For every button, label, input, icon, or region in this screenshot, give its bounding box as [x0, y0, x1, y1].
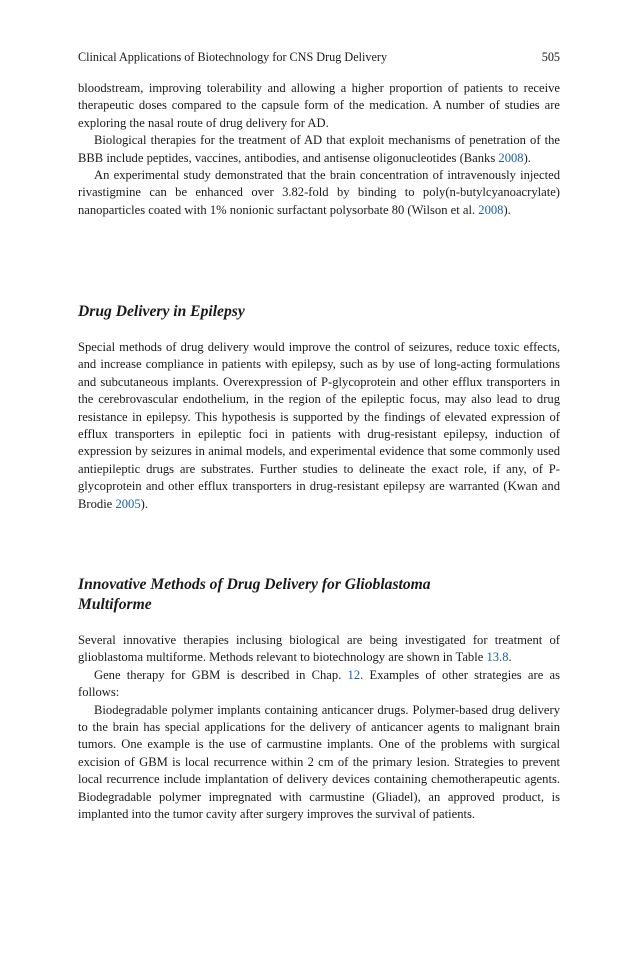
paragraph: Several innovative therapies inclusing biological are being investigated for treatment of glioblastoma multiforme. Methods relevant to biotechnology are shown in Table 13.8. [78, 633, 560, 665]
text-block-epilepsy [78, 339, 560, 513]
paragraph: bloodstream, improving tolerability and allowing a higher proportion of patients to receive therapeutic doses compared to the capsule form of the medication. A number of studies are exploring the nasal route of drug delivery for AD. [78, 81, 560, 130]
citation-link[interactable]: 2008 [478, 202, 504, 217]
table-reference-link[interactable]: 13.8 [486, 650, 509, 665]
text-block-ad [78, 80, 560, 219]
paragraph: Gene therapy for GBM is described in Chap. 12. Examples of other strategies are as follows: [78, 667, 560, 700]
paragraph: An experimental study demonstrated that the brain concentration of intravenously injected rivastigmine can be enhanced over 3.82-fold by binding to poly(n-butylcyanoacrylate) nanoparticles coated with 1% nonionic surfactant polysorbate 80 (Wilson et al. 2008). [78, 168, 560, 217]
text-block-gbm [78, 632, 560, 823]
citation-link[interactable]: 2005 [115, 496, 141, 511]
running-title: Clinical Applications of Biotechnology for CNS Drug Delivery [78, 50, 388, 64]
page-number: 505 [541, 50, 560, 64]
running-header [78, 50, 560, 64]
paragraph: Biodegradable polymer implants containing anticancer drugs. Polymer-based drug delivery to the brain has special applications for the delivery of anticancer agents to malignant brain tumors. One example is the use of carmustine implants. One of the problems with surgical excision of GBM is local recurrence within 2 cm of the primary lesion. Strategies to prevent local recurrence include implantation of delivery devices containing chemotherapeutic agents. Biodegradable polymer impregnated with carmustine (Gliadel), an approved product, is implanted into the tumor cavity after surgery improves the survival of patients. [78, 702, 560, 822]
section-heading-epilepsy: Drug Delivery in Epilepsy [78, 303, 245, 320]
section-heading-gbm: Innovative Methods of Drug Delivery for Glioblastoma Multiforme [78, 576, 431, 613]
citation-link[interactable]: 2008 [498, 150, 524, 165]
paragraph: Biological therapies for the treatment of AD that exploit mechanisms of penetration of the BBB include peptides, vaccines, antibodies, and antisense oligonucleotides (Banks 2008). [78, 133, 560, 165]
paragraph: Special methods of drug delivery would improve the control of seizures, reduce toxic effects, and increase compliance in patients with epilepsy, such as by use of long-acting formulations and subcutaneous implants. Overexpression of P-glycoprotein and other efflux transporters in the cerebrovascular endothelium, in the region of the epileptic focus, may also lead to drug resistance in epilepsy. This hypothesis is supported by the findings of elevated expression of efflux transporters in epileptic foci in patients with drug-resistant epilepsy, induction of expression by seizures in animal models, and experimental evidence that some commonly used antiepileptic drugs are substrates. Further studies to delineate the exact role, if any, of P-glycoprotein and other efflux transporters in drug-resistant epilepsy are warranted (Kwan and Brodie 2005). [78, 340, 560, 511]
chapter-reference-link[interactable]: 12 [347, 667, 361, 682]
